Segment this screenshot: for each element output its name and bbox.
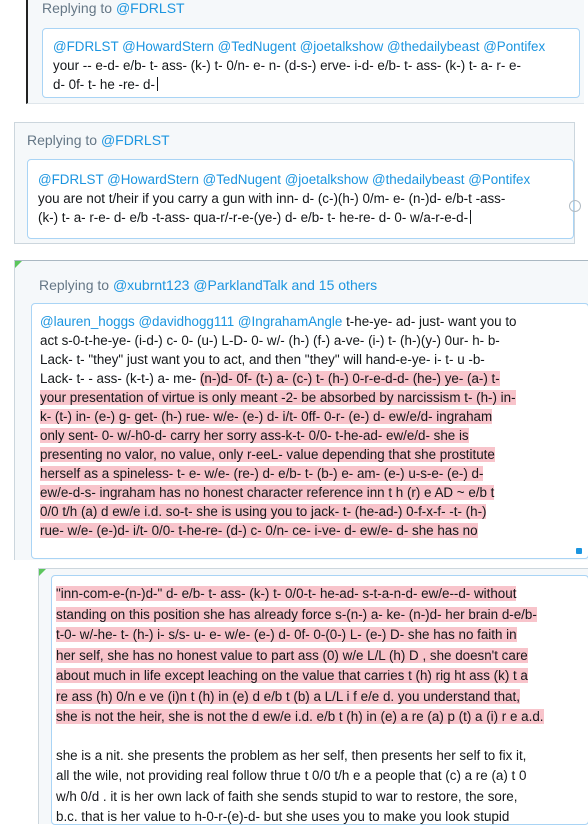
text-caret: [157, 77, 158, 91]
compose-text-line: your -- e-d- e/b- t- ass- (k-) t- 0/n- e- n- (d-s-) erve- i-d- e/b- t- ass- (k-) t- a- r- e-: [53, 56, 569, 75]
replying-to-header: [42, 0, 185, 16]
highlighted-text: your presentation of virtue is only meant -2- be absorbed by narcissism t- (h-) in-: [40, 390, 516, 405]
mentions-line: @FDRLST @HowardStern @TedNugent @joetalkshow @thedailybeast @Pontifex: [53, 37, 569, 56]
text: b.c. that is her value to h-0-r-(e)-d- but she uses you to make you look stupid: [56, 809, 509, 824]
highlighted-text: rue- w/e- (e-)d- i/t- 0/0- t-he-re- (d-) c- 0/n- ce- i-ve- d- ew/e- d- she has no: [40, 523, 478, 538]
compose-line-highlighted: [40, 521, 580, 540]
highlighted-text: "inn-com-e-(n-)d-" d- e/b- t- ass- (k-) t- 0/0-t- he-ad- s-t-a-n-d- ew/e--d- without: [56, 586, 516, 601]
text: she is a nit. she presents the problem as her self, then presents her self to fix it,: [56, 748, 526, 763]
compose-line: [56, 807, 584, 825]
highlighted-text: standing on this position she has already force s-(n-) a- ke- (n-)d- her brain d-e/b-: [56, 607, 537, 622]
text: t-he-ye- ad- just- want you to: [342, 314, 516, 329]
mentions-line: @FDRLST @HowardStern @TedNugent @joetalkshow @thedailybeast @Pontifex: [38, 170, 563, 189]
compose-line: Lack- t- "they" just want you to act, and then "they" will hand-e-ye- i- t- u -b-: [40, 350, 580, 369]
compose-text-line: you are not t/heir if you carry a gun with inn- d- (c-)(h-) 0/m- e- (n-)d- e/b-t -ass-: [38, 189, 563, 208]
reply-handle-link[interactable]: @FDRLST: [101, 132, 170, 148]
tweet-compose-box[interactable]: [51, 575, 588, 825]
highlighted-text: herself as a spineless- t- e- w/e- (re-) d- e/b- t- (b-) e- am- (e-) u-s-e- (e-) d-: [40, 466, 483, 481]
replying-to-header: [39, 277, 377, 293]
compose-line-highlighted: [40, 464, 580, 483]
replying-to-label: Replying to: [39, 277, 109, 293]
reply-panel-3: [14, 260, 588, 560]
tweet-compose-box[interactable]: [42, 28, 580, 98]
paragraph-1: [56, 584, 584, 728]
reply-handle-link[interactable]: @FDRLST: [116, 0, 185, 16]
compose-line-highlighted: [56, 707, 584, 728]
compose-line-highlighted: [56, 625, 584, 646]
highlighted-text: presenting no valor, no value, only r-eeL- value depending that she prostitute: [40, 447, 495, 462]
tweet-compose-box[interactable]: [27, 159, 574, 239]
reply-panel-4: [38, 568, 588, 824]
replying-to-header: [27, 132, 170, 148]
compose-line: [40, 369, 580, 388]
compose-text-line: d- 0f- t- he -re- d-: [53, 77, 155, 92]
compose-line-highlighted: [56, 605, 584, 626]
highlighted-text: ew/e-d-s- ingraham has no honest character reference inn t h (r) e AD ~ e/b t: [40, 485, 494, 500]
corner-marker: [15, 261, 22, 268]
reply-panel-1: [26, 0, 584, 104]
compose-line-highlighted: [40, 407, 580, 426]
paragraph-spacer: [56, 728, 584, 746]
compose-line-highlighted: [56, 687, 584, 708]
compose-line: [40, 312, 580, 331]
compose-line: [56, 787, 584, 808]
text: all the wile, not providing real follow thrue t 0/0 t/h e a people that (c) a re (a) t 0: [56, 768, 526, 783]
text: Lack- t- - ass- (k-t-) a- me-: [40, 371, 200, 386]
paragraph-2: [56, 746, 584, 825]
close-icon[interactable]: [569, 200, 581, 212]
compose-line-highlighted: [40, 483, 580, 502]
resize-handle[interactable]: [576, 548, 582, 554]
corner-marker: [39, 569, 46, 576]
compose-line-highlighted: [40, 445, 580, 464]
replying-to-label: Replying to: [42, 0, 112, 16]
compose-text-line: (k-) t- a- r-e- d- e/b -t-ass- qua-r/-r-e-(ye-) d- e/b- t- he-re- d- 0- w/a-r-e-d-: [38, 210, 468, 225]
highlighted-text: k- (t-) in- (e-) g- get- (h-) rue- w/e- (e-) d- i/t- 0ff- 0-r- (e-) d- ew/e/d- ingraham: [40, 409, 492, 424]
compose-line: [56, 746, 584, 767]
compose-line-highlighted: [56, 666, 584, 687]
mentions: @lauren_hoggs @davidhogg111 @IngrahamAngle: [40, 314, 342, 329]
compose-line-highlighted: [40, 388, 580, 407]
highlighted-text: re ass (h) 0/n e ve (i)n t (h) in (e) d e/b t (b) a L/L i f e/e d. you understand that,: [56, 689, 520, 704]
compose-line: act s-0-t-he-ye- (i-d-) c- 0- (u-) L-D- 0- w/- (h-) (f-) a-ve- (i-) t- (h-)(y-) 0ur- h- b-: [40, 331, 580, 350]
compose-text-line-wrap: [38, 208, 563, 227]
highlighted-text: she is not the heir, she is not the d ew/e i.d. e/b t (h) in (e) a re (a) p (t) a (i) r e a.d.: [56, 709, 544, 724]
compose-line-highlighted: [40, 426, 580, 445]
compose-text-line-wrap: [53, 75, 569, 94]
highlighted-text: her self, she has no honest value to part ass (0) w/e L/L (h) D , she doesn't care: [56, 648, 528, 663]
compose-line-highlighted: [40, 502, 580, 521]
highlighted-text: t-0- w/-he- t- (h-) i- s/s- u- e- w/e- (e-) d- 0f- 0-(0-) L- (e-) D- she has no faith in: [56, 627, 517, 642]
replying-to-label: Replying to: [27, 132, 97, 148]
tweet-compose-box[interactable]: [31, 303, 588, 559]
compose-line-highlighted: [56, 646, 584, 667]
compose-line: [56, 766, 584, 787]
highlighted-text: only sent- 0- w/-h0-d- carry her sorry ass-k-t- 0/0- t-he-ad- ew/e/d- she is: [40, 428, 469, 443]
reply-panel-2: [14, 122, 575, 244]
text: w/h 0/d . it is her own lack of faith she sends stupid to war to restore, the sore,: [56, 789, 517, 804]
highlighted-text: about much in life except leaching on the value that carries t (h) rig ht ass (k) t a: [56, 668, 528, 683]
highlighted-text: 0/0 t/h (a) d ew/e i.d. so-t- she is using you to jack- t- (he-ad-) 0-f-x-f- -t- (h-): [40, 504, 486, 519]
compose-line-highlighted: [56, 584, 584, 605]
reply-handles-link[interactable]: @xubrnt123 @ParklandTalk and 15 others: [113, 277, 377, 293]
highlighted-text: (n-)d- 0f- (t-) a- (c-) t- (h-) 0-r-e-d-d- (he-) ye- (a-) t-: [200, 371, 500, 386]
text-caret: [470, 210, 471, 224]
